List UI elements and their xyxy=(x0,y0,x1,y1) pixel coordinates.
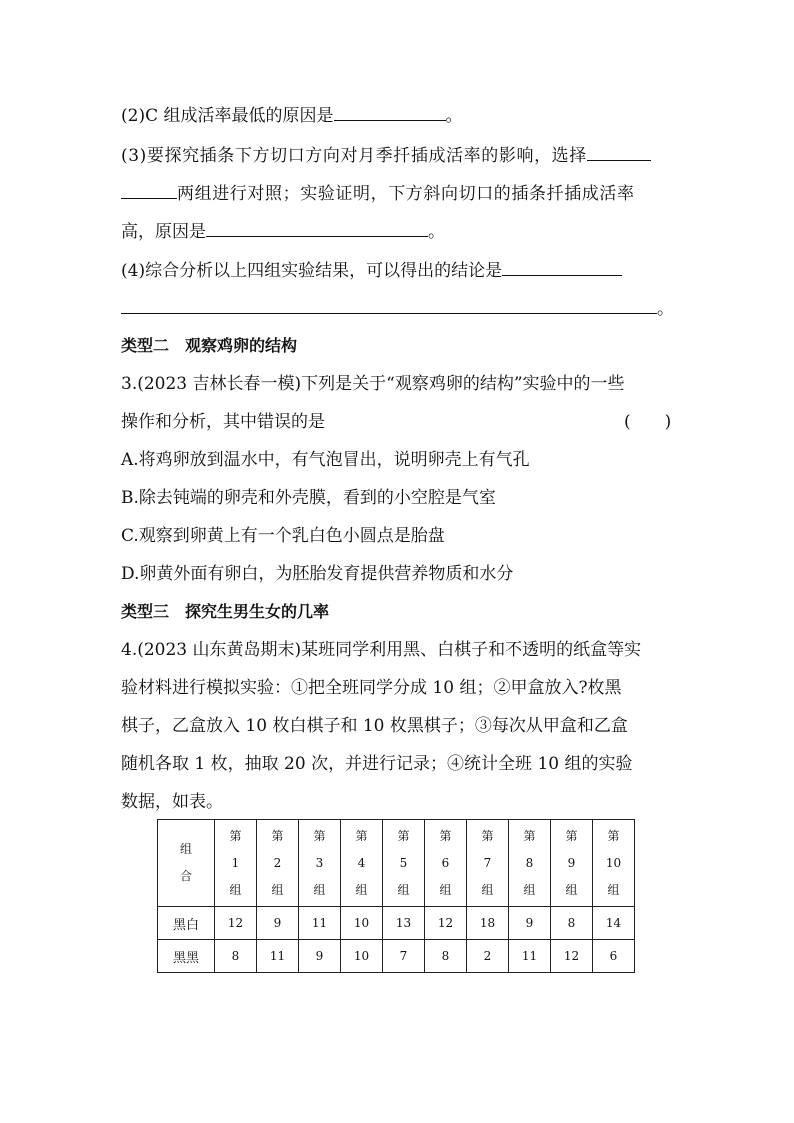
table-cell: 6 xyxy=(593,940,635,973)
option-c[interactable]: C.观察到卵黄上有一个乳白色小圆点是胎盘 xyxy=(121,526,445,546)
question-text: (2)C 组成活率最低的原因是 xyxy=(121,106,334,126)
question-text: (3)要探究插条下方切口方向对月季扦插成活率的影响，选择 xyxy=(121,146,587,166)
table-cell: 12 xyxy=(215,907,257,940)
sentence-end: 。 xyxy=(657,299,674,319)
group-header: 第 7 组 xyxy=(467,820,509,907)
table-cell: 11 xyxy=(299,907,341,940)
answer-blank[interactable] xyxy=(206,220,428,237)
option-b[interactable]: B.除去钝端的卵壳和外壳膜，看到的小空腔是气室 xyxy=(121,488,496,508)
question-4-line-4: 随机各取 1 枚，抽取 20 次，并进行记录；④统计全班 10 组的实验 xyxy=(121,754,633,774)
table-cell: 9 xyxy=(299,940,341,973)
row-label: 黑白 xyxy=(158,907,215,940)
question-2-part-3-line-1 xyxy=(121,144,651,167)
group-header: 第 4 组 xyxy=(341,820,383,907)
experiment-data-table xyxy=(157,819,635,973)
answer-blank[interactable] xyxy=(121,182,177,199)
answer-blank[interactable] xyxy=(502,259,622,276)
question-text: 高，原因是 xyxy=(121,222,206,242)
table-cell: 13 xyxy=(383,907,425,940)
table-cell: 11 xyxy=(257,940,299,973)
sentence-end: 。 xyxy=(445,106,463,126)
question-2-part-2 xyxy=(121,104,463,127)
question-2-part-3-line-3 xyxy=(121,220,445,243)
table-cell: 11 xyxy=(509,940,551,973)
question-4-line-5: 数据，如表。 xyxy=(121,792,223,812)
question-text: 两组进行对照；实验证明，下方斜向切口的插条扦插成活率 xyxy=(177,184,635,204)
table-cell: 14 xyxy=(593,907,635,940)
section-heading-type-2: 类型二 观察鸡卵的结构 xyxy=(121,336,298,355)
section-heading-type-3: 类型三 探究生男生女的几率 xyxy=(121,602,330,621)
table-header-row xyxy=(158,820,635,907)
table-cell: 9 xyxy=(509,907,551,940)
group-header: 第 9 组 xyxy=(551,820,593,907)
table-cell: 18 xyxy=(467,907,509,940)
answer-blank[interactable] xyxy=(334,104,446,121)
table-cell: 2 xyxy=(467,940,509,973)
question-2-part-4-line-1 xyxy=(121,259,622,282)
group-header: 第 3 组 xyxy=(299,820,341,907)
option-a[interactable]: A.将鸡卵放到温水中，有气泡冒出，说明卵壳上有气孔 xyxy=(121,450,530,470)
table-cell: 8 xyxy=(425,940,467,973)
table-row-black-black xyxy=(158,940,635,973)
group-header: 第 1 组 xyxy=(215,820,257,907)
table-row-black-white xyxy=(158,907,635,940)
group-header: 第 8 组 xyxy=(509,820,551,907)
option-d[interactable]: D.卵黄外面有卵白，为胚胎发育提供营养物质和水分 xyxy=(121,564,514,584)
table-cell: 10 xyxy=(341,907,383,940)
question-text: 操作和分析，其中错误的是 xyxy=(121,412,325,432)
table-corner-cell: 组 合 xyxy=(158,820,215,907)
question-4-line-1: 4.(2023 山东黄岛期末)某班同学利用黑、白棋子和不透明的纸盒等实 xyxy=(121,640,642,660)
answer-blank[interactable] xyxy=(121,297,657,314)
question-4-line-2: 验材料进行模拟实验：①把全班同学分成 10 组；②甲盒放入?枚黑 xyxy=(121,678,622,698)
table-cell: 10 xyxy=(341,940,383,973)
question-4-line-3: 棋子，乙盒放入 10 枚白棋子和 10 枚黑棋子；③每次从甲盒和乙盒 xyxy=(121,716,628,736)
answer-blank[interactable] xyxy=(587,144,651,161)
table-cell: 8 xyxy=(215,940,257,973)
group-header: 第 2 组 xyxy=(257,820,299,907)
table-cell: 9 xyxy=(257,907,299,940)
table-cell: 12 xyxy=(425,907,467,940)
group-header: 第 10 组 xyxy=(593,820,635,907)
table-cell: 7 xyxy=(383,940,425,973)
row-label: 黑黑 xyxy=(158,940,215,973)
sentence-end: 。 xyxy=(428,222,445,242)
table-cell: 12 xyxy=(551,940,593,973)
group-header: 第 5 组 xyxy=(383,820,425,907)
table-cell: 8 xyxy=(551,907,593,940)
group-header: 第 6 组 xyxy=(425,820,467,907)
question-2-part-3-line-2 xyxy=(121,182,635,205)
question-3-line-1: 3.(2023 吉林长春一模)下列是关于“观察鸡卵的结构”实验中的一些 xyxy=(121,374,625,394)
question-text: (4)综合分析以上四组实验结果，可以得出的结论是 xyxy=(121,261,503,281)
question-2-part-4-line-2 xyxy=(121,297,674,320)
question-3-line-2 xyxy=(121,411,325,433)
answer-bracket[interactable]: ( ) xyxy=(624,412,672,432)
